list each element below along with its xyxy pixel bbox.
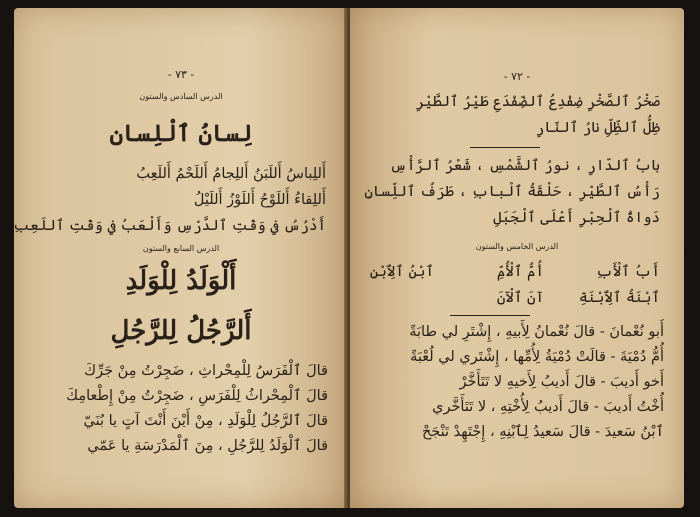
- sentence: أَخو أَديبَ - قالَ أَديبُ لِأَخيهِ لا تَتَأَخَّرْ: [459, 374, 664, 390]
- lesson-heading: أَلْوَلَدُ لِلْوَلَدِ: [125, 266, 237, 296]
- family-word: آنَ ٱلْآنَ: [496, 290, 544, 306]
- sentence: قالَ ٱلْفَرَسُ لِلْمِحْراثِ ، ضَجِرْتُ مِنْ جَرِّكَ: [84, 363, 328, 379]
- lesson-title: الدرس السابع والستون: [142, 244, 220, 253]
- sentence: أُمُّ دُمْيَةَ - قالَتْ دُمْيَةُ لِأُمِّها ، إِشْتَري لي لُعْبَةً: [410, 349, 664, 365]
- word-line: أَللِباسُ أَللَبَنُ أَللِجامُ أَللَحْمُ أَللَعِبُ: [136, 166, 326, 182]
- lesson-heading: لِسانُ ٱلْلِسان: [109, 120, 253, 147]
- sentence: ٱبْنُ سَعيدَ - قالَ سَعيدُ لِٱبْنِهِ ، إِجْتَهِدْ تَنْجَحْ: [421, 424, 664, 440]
- page-number: - ٧٢ -: [503, 70, 531, 83]
- divider: [450, 315, 530, 316]
- sentence: أُخْتُ أَديبَ - قالَ أَديبُ لِأُخْتِهِ ، لا تَتَأَخَّري: [432, 399, 664, 415]
- family-word: ٱبْنَةُ ٱلِٱبْنَةِ: [578, 290, 660, 306]
- word-line: أَللِقاءُ أَللَوْحُ أَللَوْزُ أَللَيْلُ: [193, 192, 326, 208]
- word-line: أَدْرُسُ في وَقْتِ ٱلدَّرْسِ وَأَلْعَبُ في وَقْتِ ٱللَعِبِ: [13, 218, 326, 234]
- lesson-heading: أَلرَّجُلُ لِلرَّجُلِ: [110, 316, 252, 346]
- sentence: قالَ ٱلْوَلَدُ لِلرَّجُلِ ، مِنَ ٱلْمَدْرَسَةِ يا عَمّي: [87, 438, 328, 454]
- page-number: - ٧٣ -: [167, 68, 195, 81]
- family-word: أَبُ ٱلْأَبِ: [595, 264, 660, 280]
- lesson-title: الدرس السادس والستون: [139, 92, 223, 101]
- phrase-line: رَأْسُ ٱلطَّيْرِ ، حَلْقَةُ ٱلْبابِ ، طَرَفُ ٱللِّسانِ: [364, 184, 660, 200]
- family-word: أُمُّ ٱلْأُمِّ: [496, 264, 544, 280]
- left-page: [14, 8, 348, 508]
- sentence: قالَ ٱلْمِحْراثُ لِلْفَرَسِ ، ضَجِرْتُ مِنْ إِطْعامِكَ: [66, 388, 328, 404]
- phrase-line: دَواةُ ٱلْحِبْرِ أَعْلَى ٱلْجَبَلِ: [493, 210, 660, 226]
- sentence: قالَ ٱلرَّجُلُ لِلْوَلَدِ ، مِنْ أَيْنَ أَنْتَ آتٍ يا بُنَيّ: [83, 413, 328, 429]
- word-line: صَخْرُ ٱلصَّخْرِ ضِفْدِعُ ٱلضِّفْدَعِ طَيْرُ ٱلطَّيْرِ: [416, 94, 660, 110]
- sentence: أَبو نُعْمانَ - قالَ نُعْمانُ لِأَبيهِ ، إِشْتَرِ لي طابَةً: [409, 324, 664, 340]
- phrase-line: بابُ ٱلدّارِ ، نورُ ٱلشَّمْسِ ، شَعْرُ ٱلرَّأْسِ: [389, 158, 660, 174]
- right-page: [350, 8, 684, 508]
- lesson-title: الدرس الخامس والستون: [475, 242, 559, 251]
- word-line: ظِلُّ ٱلظِّلِّ نارُ ٱلنّارِ: [535, 120, 660, 136]
- divider: [470, 147, 540, 148]
- family-word: ٱبْنُ ٱلِٱبْنِ: [369, 264, 434, 280]
